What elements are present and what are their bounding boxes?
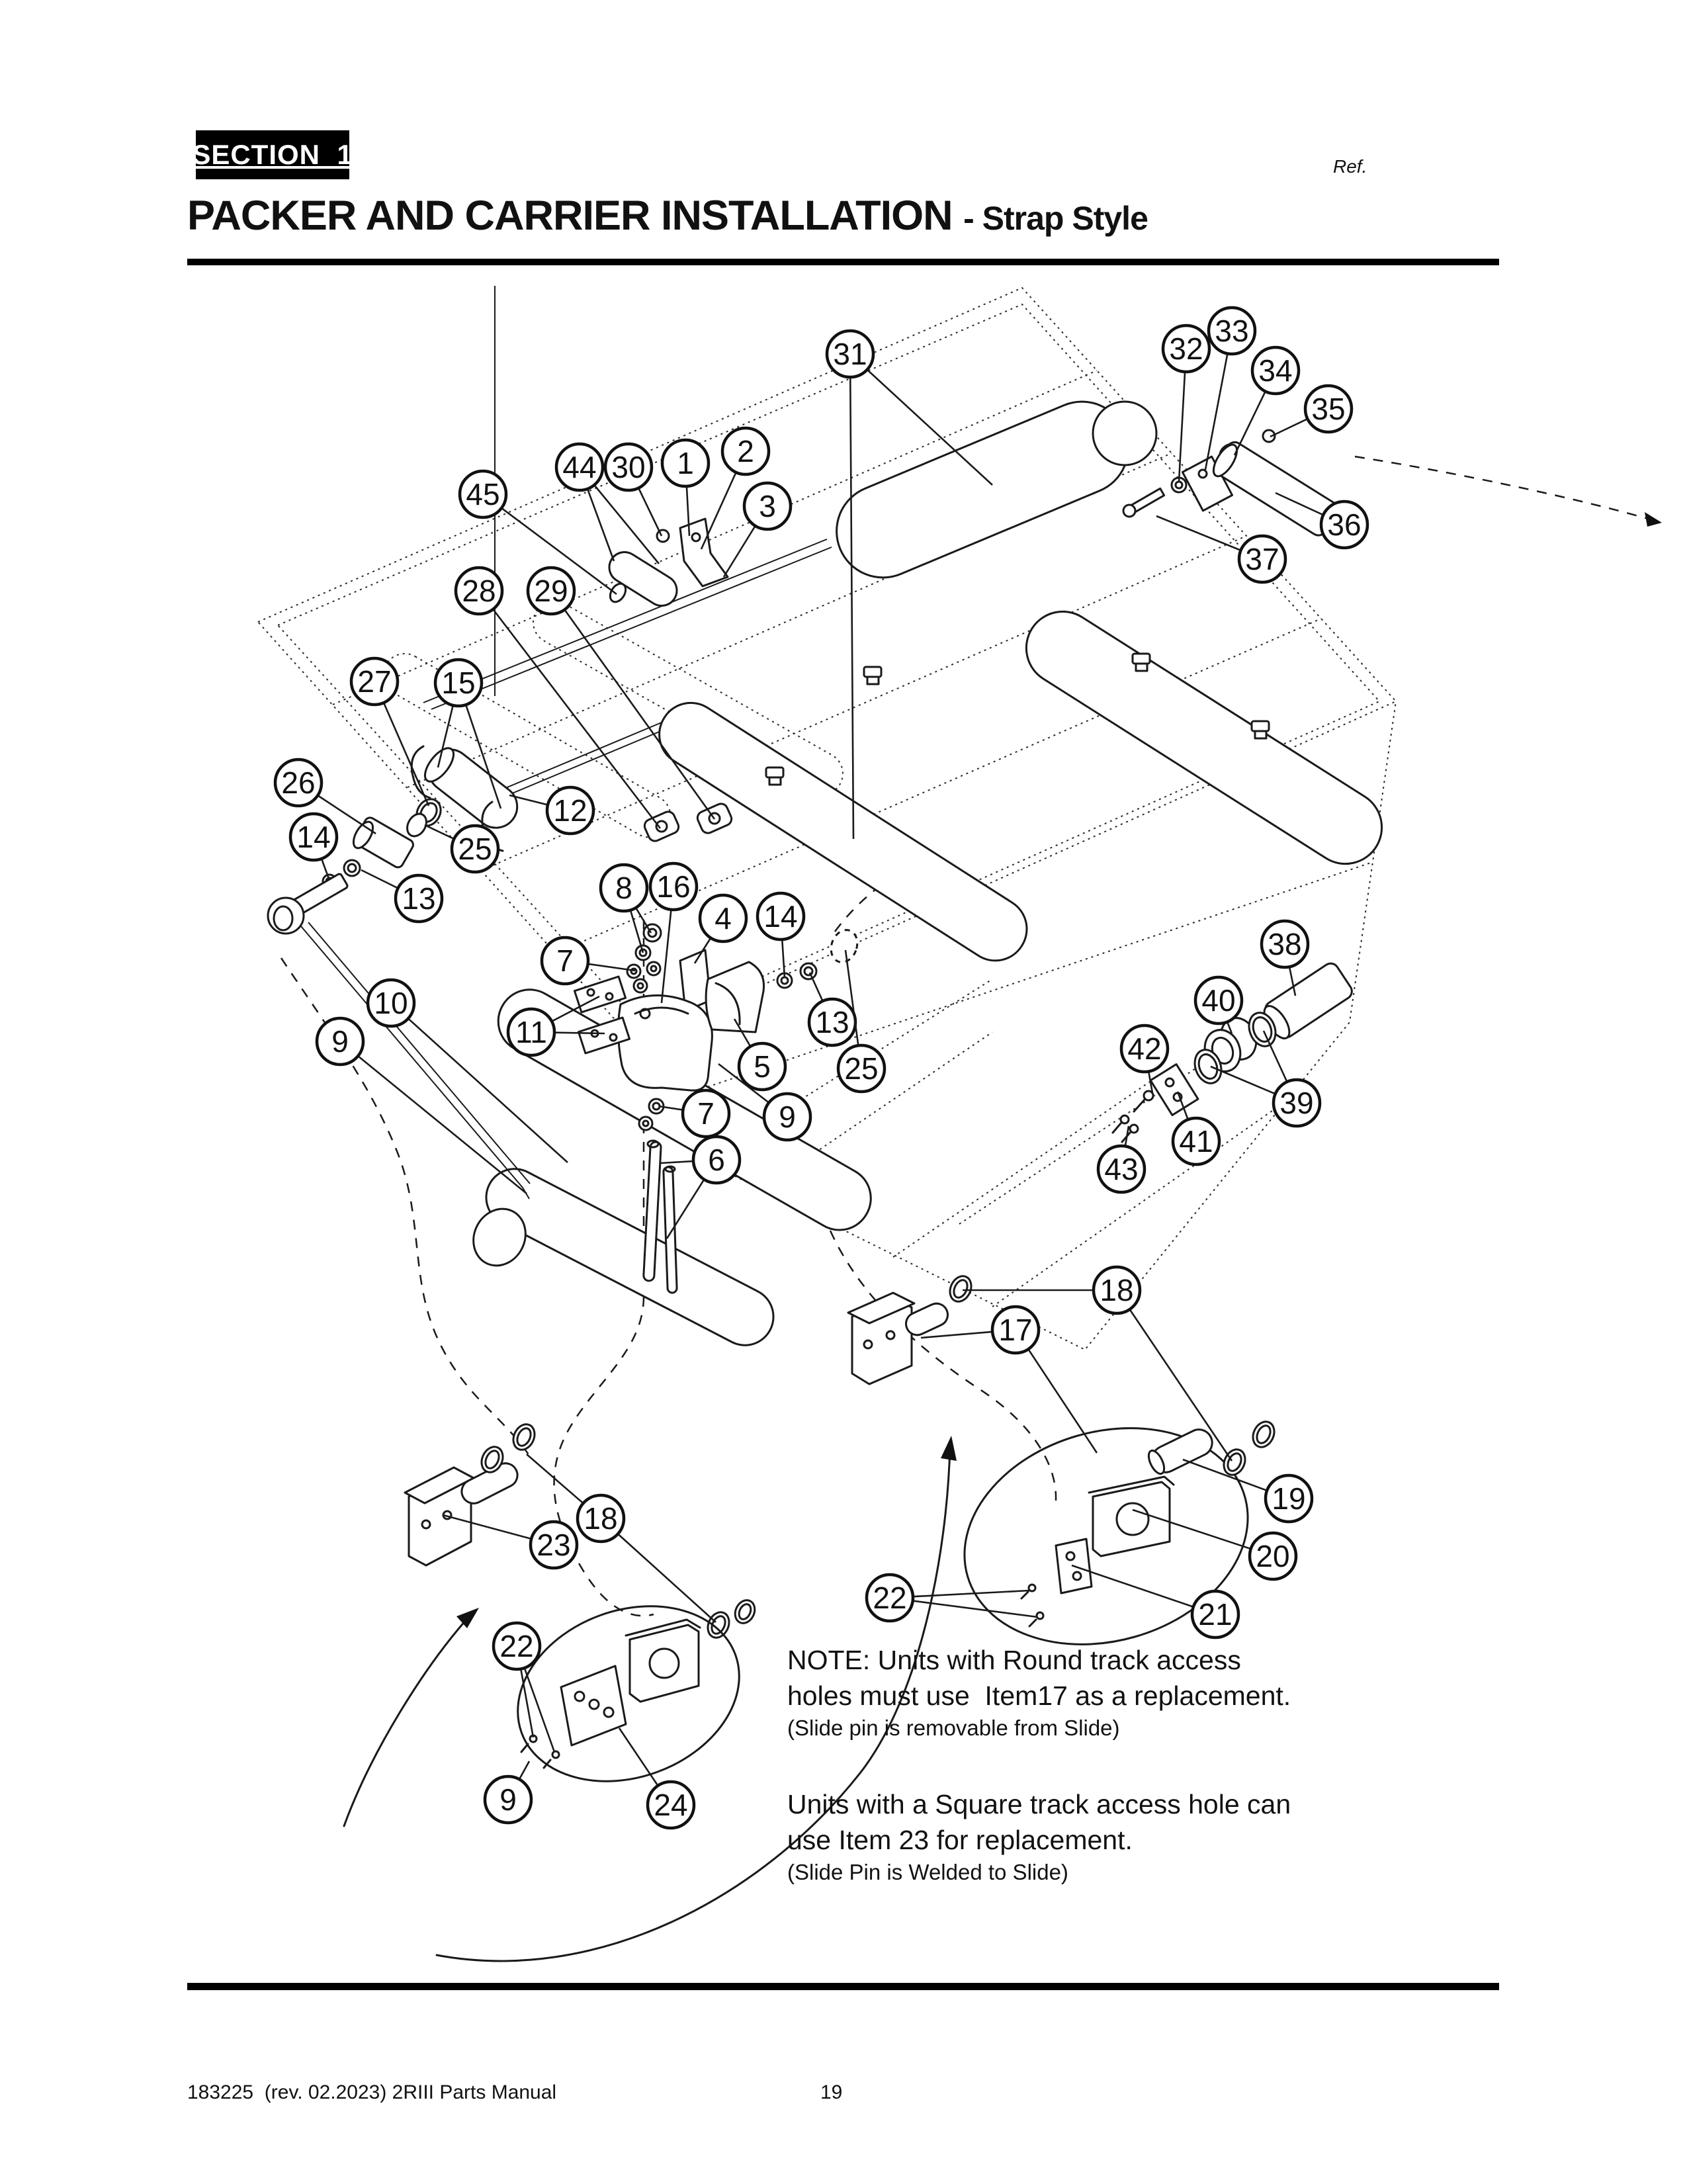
callout-number: 7 (697, 1096, 714, 1131)
callout-number: 28 (462, 574, 496, 608)
page-title: PACKER AND CARRIER INSTALLATION - Strap Style (187, 193, 1148, 239)
callout-number: 12 (553, 793, 587, 828)
callout-number: 23 (537, 1528, 571, 1562)
callout-number: 6 (708, 1143, 725, 1177)
callout-17 (921, 1307, 1097, 1453)
callout-number: 9 (331, 1024, 349, 1059)
washer-ring (509, 1421, 539, 1454)
callout-number: 45 (466, 477, 500, 511)
note-line: NOTE: Units with Round track access (787, 1645, 1241, 1675)
note-subline: (Slide Pin is Welded to Slide) (787, 1860, 1068, 1884)
callout-number: 3 (759, 489, 776, 523)
callout-number: 37 (1245, 542, 1279, 576)
section-label: SECTION 1 (192, 139, 353, 170)
callout-27 (351, 658, 429, 806)
washer (634, 979, 647, 992)
nut (800, 963, 816, 979)
carrier-bracket (618, 995, 712, 1090)
shim-plate (574, 977, 625, 1012)
callout-number: 8 (615, 871, 632, 905)
callout-13 (809, 973, 855, 1045)
callout-9 (485, 1761, 531, 1823)
callout-number: 35 (1311, 392, 1346, 426)
callout-9 (317, 1018, 527, 1194)
callout-number: 25 (458, 832, 492, 866)
callout-number: 25 (844, 1051, 879, 1086)
lock-washer (639, 1117, 652, 1130)
callout-3 (724, 483, 791, 577)
screw (1037, 1612, 1043, 1619)
callout-22 (494, 1623, 554, 1752)
leader-line (1117, 1290, 1232, 1461)
callout-number: 7 (556, 943, 574, 978)
note-line: holes must use Item17 as a replacement. (787, 1681, 1291, 1711)
lock-washer (344, 860, 360, 876)
lock-bracket (680, 519, 728, 586)
callout-number: 33 (1215, 314, 1249, 348)
callout-number: 26 (281, 765, 316, 800)
washer (647, 962, 660, 975)
ref-label: Ref. (1333, 156, 1367, 177)
callout-number: 42 (1127, 1031, 1162, 1066)
callout-number: 9 (499, 1782, 517, 1817)
callout-7 (542, 938, 635, 984)
callout-number: 2 (737, 434, 754, 468)
callout-number: 39 (1279, 1086, 1314, 1120)
callout-43 (1098, 1126, 1145, 1192)
callout-number: 17 (998, 1313, 1033, 1347)
note-line: Units with a Square track access hole can (787, 1789, 1291, 1819)
washer-ring (946, 1273, 975, 1305)
callout-number: 38 (1268, 927, 1302, 961)
ring-phantom (827, 926, 862, 966)
callout-number: 43 (1104, 1152, 1139, 1186)
callout-14 (757, 893, 804, 978)
callout-number: 14 (763, 899, 798, 934)
callout-number: 41 (1179, 1124, 1213, 1158)
callout-number: 15 (441, 666, 476, 700)
callout-number: 18 (1100, 1273, 1134, 1307)
callout-number: 40 (1201, 983, 1236, 1018)
arrowhead-right (941, 1436, 957, 1461)
screw (1029, 1585, 1035, 1591)
callout-30 (605, 444, 662, 536)
callout-number: 4 (714, 901, 732, 936)
callout-number: 44 (562, 450, 597, 484)
callout-31 (827, 331, 992, 839)
callout-14 (290, 814, 337, 879)
note-square-track (787, 1786, 1396, 1887)
callout-number: 16 (656, 869, 691, 904)
footer-page-number: 19 (820, 2081, 843, 2103)
callout-number: 5 (754, 1049, 771, 1084)
callout-number: 20 (1256, 1539, 1290, 1573)
callout-number: 22 (499, 1629, 534, 1663)
dashed-guides (281, 442, 1662, 1616)
callout-24 (619, 1728, 694, 1828)
callout-number: 13 (815, 1005, 849, 1039)
callout-13 (361, 870, 442, 922)
callout-number: 36 (1327, 507, 1362, 542)
callout-number: 18 (584, 1501, 618, 1536)
callout-number: 24 (654, 1788, 688, 1822)
washer-ring (732, 1597, 759, 1626)
hydraulic-cylinder-right (1012, 598, 1395, 878)
callout-number: 32 (1169, 331, 1203, 366)
callout-number: 19 (1272, 1481, 1306, 1516)
callout-number: 31 (833, 337, 867, 371)
hydraulic-cylinder-top (822, 388, 1143, 592)
callout-number: 1 (677, 446, 694, 480)
callout-25 (425, 825, 498, 872)
screw (1130, 1125, 1138, 1133)
callout-number: 10 (374, 986, 408, 1020)
callout-number: 29 (534, 574, 568, 608)
callout-32 (1163, 326, 1209, 482)
callout-number: 9 (779, 1100, 796, 1134)
footer-rule (187, 1983, 1499, 1990)
page-title-suffix: - Strap Style (963, 200, 1148, 237)
washer-ring (704, 1609, 733, 1641)
screw (1121, 1115, 1129, 1123)
track-slide-block (630, 1625, 699, 1702)
bolt (1131, 488, 1164, 511)
screw (552, 1751, 559, 1758)
note-line: use Item 23 for replacement. (787, 1825, 1133, 1855)
callout-12 (509, 787, 593, 834)
dashed-arrowhead (1645, 512, 1662, 527)
nut (644, 924, 661, 941)
callout-number: 14 (296, 820, 331, 854)
callout-22 (867, 1575, 1037, 1621)
backing-plate (561, 1666, 626, 1745)
callout-number: 27 (357, 664, 392, 699)
note-round-track (787, 1642, 1396, 1743)
callout-number: 13 (402, 881, 436, 916)
callout-number: 34 (1258, 353, 1293, 388)
leader-line (340, 1041, 527, 1194)
washer-ring (1249, 1419, 1278, 1451)
callout-number: 22 (873, 1581, 907, 1615)
pivot-lug (642, 810, 681, 844)
callout-number: 30 (611, 450, 646, 484)
callout-number: 21 (1198, 1597, 1233, 1632)
arrowhead-left (456, 1608, 479, 1628)
note-subline: (Slide pin is removable from Slide) (787, 1716, 1120, 1740)
leader-line (850, 354, 853, 839)
retainer-bracket (1150, 1065, 1198, 1115)
callout-number: 11 (515, 1015, 547, 1049)
footer-doc-info: 183225 (rev. 02.2023) 2RIII Parts Manual (187, 2081, 557, 2103)
callout-21 (1072, 1565, 1238, 1638)
